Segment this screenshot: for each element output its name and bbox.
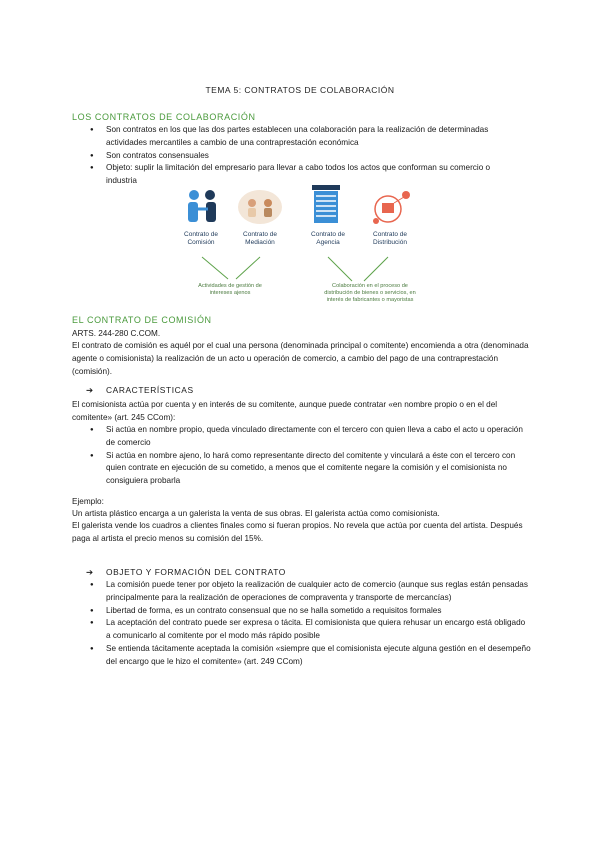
agency-icon xyxy=(312,185,340,223)
example-label: Ejemplo: xyxy=(72,497,104,506)
handshake-icon xyxy=(188,190,216,222)
definition-paragraph: El contrato de comisión es aquél por el cual una persona (denominada principal o comitente) encomienda a otra (denominada agente o comisionista) la realización de un acto u operación de comercio, a cambio del pago de una contraprestación (comisión). xyxy=(72,341,529,376)
colaboracion-list xyxy=(88,124,508,188)
list-item: ● Se entienda tácitamente aceptada la comisión «siempre que el comisionista ejecute alguna gestión en el desempeño del encargo que le hizo el comitente» (art. 249 CCom) xyxy=(88,643,532,669)
list-item: ● La aceptación del contrato puede ser expresa o tácita. El comisionista que quiera rehusar un encargo está obligado a comunicarlo al comitente por el modo más rápido posible xyxy=(88,617,532,643)
example-line-2: El galerista vende los cuadros a clientes finales como si fueran propios. No revela que actúa por cuenta del artista. Después paga al artista el precio menos su comisión del 15%. xyxy=(72,521,523,543)
subheading-caracteristicas xyxy=(86,385,194,395)
list-item: ● Si actúa en nombre propio, queda vinculado directamente con el tercero con quien lleva a cabo el acto u operación de comercio xyxy=(88,424,532,450)
diagram-label-distribucion: Contrato de Distribución xyxy=(373,231,407,246)
page-title: TEMA 5: CONTRATOS DE COLABORACIÓN xyxy=(205,85,395,95)
arts-reference: ARTS. 244-280 C.COM. xyxy=(72,329,161,338)
arrow-icon: ➔ xyxy=(86,385,94,395)
arrow-icon: ➔ xyxy=(86,567,94,577)
connector-line xyxy=(328,257,352,281)
connector-line xyxy=(364,257,388,281)
caracteristicas-intro: El comisionista actúa por cuenta y en interés de su comitente, aunque puede contratar «en nombre propio o en el del comitente» (art. 245 CCom): xyxy=(72,400,498,422)
connector-line xyxy=(236,257,260,279)
connector-line xyxy=(202,257,228,279)
example-line-1: Un artista plástico encarga a un galerista la venta de sus obras. El galerista actúa como comisionista. xyxy=(72,509,440,518)
section-heading-comision: EL CONTRATO DE COMISIÓN xyxy=(72,315,212,325)
subheading-objeto xyxy=(86,567,286,577)
section-heading-colaboracion: LOS CONTRATOS DE COLABORACIÓN xyxy=(72,112,256,122)
diagram-label-mediacion: Contrato de Mediación xyxy=(243,231,277,246)
diagram-label-agencia: Contrato de Agencia xyxy=(311,231,345,246)
caracteristicas-list xyxy=(88,424,532,488)
list-item: ● La comisión puede tener por objeto la realización de cualquier acto de comercio (aunque sus reglas están pensadas principalmente para la realización de operaciones de compraventa y transporte de mercancías) xyxy=(88,579,532,605)
diagram-label-comision: Contrato de Comisión xyxy=(184,231,218,246)
list-item: ● Objeto: suplir la limitación del empresario para llevar a cabo todos los actos que conforman su comercio o industria xyxy=(88,162,508,188)
list-item: ● Son contratos consensuales xyxy=(88,150,508,163)
list-item: ● Si actúa en nombre ajeno, lo hará como representante directo del comitente y vinculará a éste con el tercero con quien contrate en ejecución de su cometido, a menos que el comitente negare la comisión y el comisionista no consiguiera probarla xyxy=(88,450,532,488)
diagram-note-right: Colaboración en el proceso de distribución de bienes o servicios, en interés de fabricantes o mayoristas xyxy=(324,283,416,303)
list-item: ● Libertad de forma, es un contrato consensual que no se halla sometido a requisitos formales xyxy=(88,605,532,618)
objeto-list xyxy=(88,579,532,669)
contract-types-diagram xyxy=(170,185,430,315)
list-item: ● Son contratos en los que las dos partes establecen una colaboración para la realización de determinadas actividades mercantiles a cambio de una contraprestación económica xyxy=(88,124,508,150)
distribution-icon xyxy=(373,191,410,224)
diagram-note-left: Actividades de gestión de intereses ajenos xyxy=(198,283,262,296)
subheading-text: OBJETO Y FORMACIÓN DEL CONTRATO xyxy=(106,567,286,577)
subheading-text: CARACTERÍSTICAS xyxy=(106,385,194,395)
mediation-icon xyxy=(238,190,282,224)
